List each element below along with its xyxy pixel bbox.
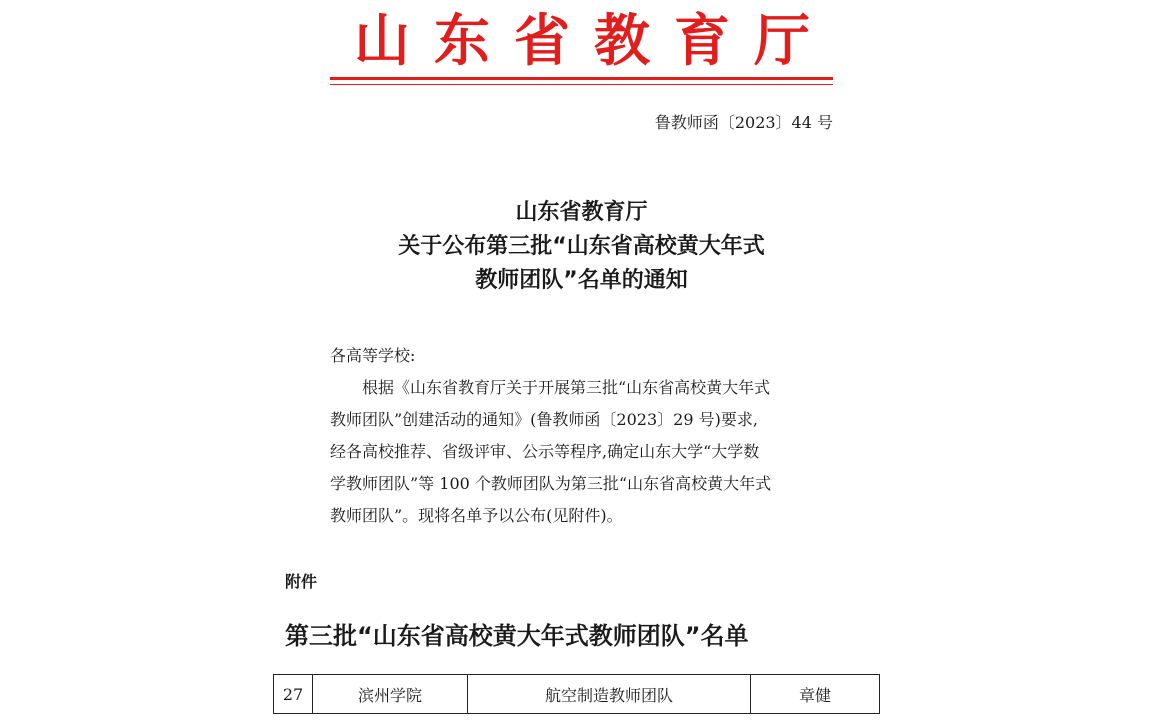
title-line-3: 教师团队”名单的通知: [475, 268, 688, 293]
notice-body: [330, 340, 840, 532]
title-line-1: 山东省教育厅: [515, 200, 648, 225]
school-cell: 滨州学院: [313, 675, 468, 714]
attachment-list-title: 第三批“山东省高校黄大年式教师团队”名单: [285, 622, 749, 650]
paragraph-line: 学教师团队”等 100 个教师团队为第三批“山东省高校黄大年式: [330, 474, 772, 493]
paragraph-line: 教师团队”创建活动的通知》(鲁教师函〔2023〕29 号)要求,: [330, 410, 758, 429]
team-table: [273, 674, 880, 714]
masthead-rule-thick: [330, 77, 833, 80]
table-row: [274, 675, 880, 714]
paragraph-line: 教师团队”。现将名单予以公布(见附件)。: [330, 506, 623, 525]
title-line-2: 关于公布第三批“山东省高校黄大年式: [398, 234, 765, 259]
paragraph-line: 根据《山东省教育厅关于开展第三批“山东省高校黄大年式: [362, 378, 771, 397]
paragraph-line: 经各高校推荐、省级评审、公示等程序,确定山东大学“大学数: [330, 442, 760, 461]
team-leader-cell: 章健: [751, 675, 880, 714]
document-title: [330, 196, 833, 298]
attachment-label: 附件: [285, 572, 318, 591]
row-number-cell: 27: [274, 675, 313, 714]
masthead-rule-thin: [330, 84, 833, 85]
issuer-masthead: 山东省教育厅: [354, 8, 834, 74]
salutation: 各高等学校:: [330, 346, 416, 365]
document-number: 鲁教师函〔2023〕44 号: [654, 113, 833, 132]
team-name-cell: 航空制造教师团队: [468, 675, 751, 714]
